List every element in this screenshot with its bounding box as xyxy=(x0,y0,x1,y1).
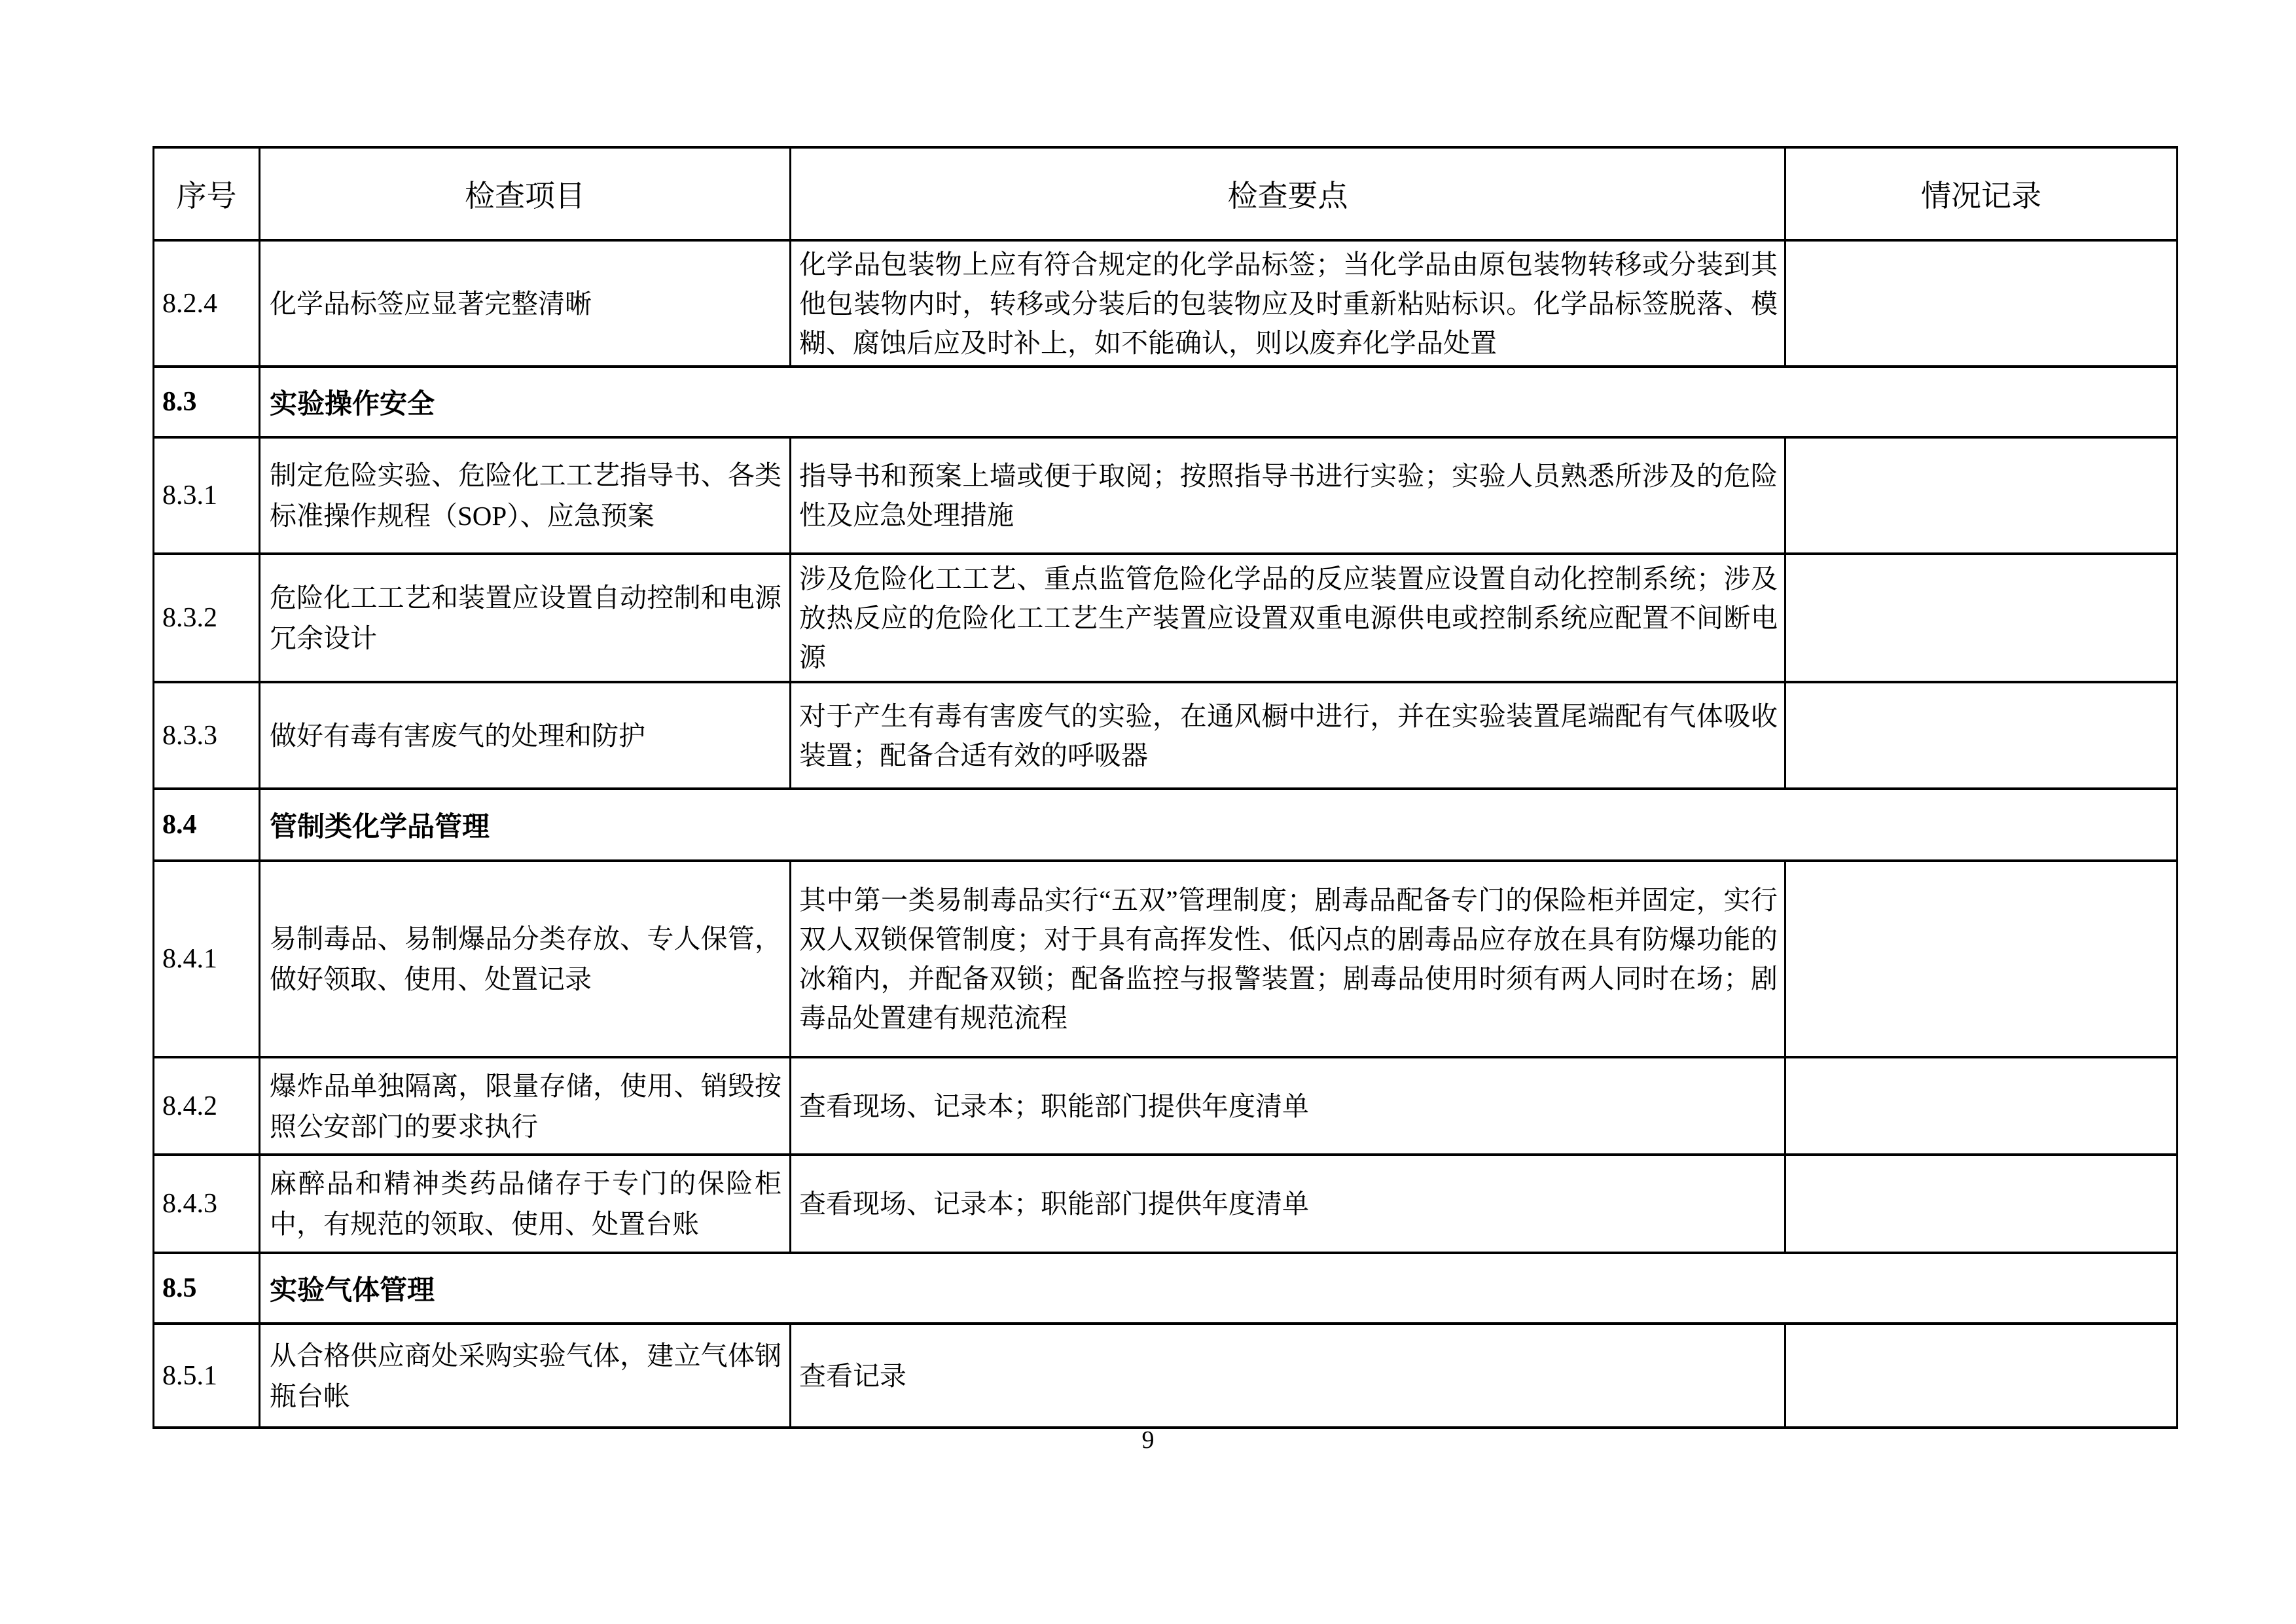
row-points: 查看现场、记录本；职能部门提供年度清单 xyxy=(791,1155,1785,1253)
row-points: 其中第一类易制毒品实行“五双”管理制度；剧毒品配备专门的保险柜并固定，实行双人双锁保管制度；对于具有高挥发性、低闪点的剧毒品应存放在具有防爆功能的冰箱内，并配备双锁；配备监控与报警装置；剧毒品使用时须有两人同时在场；剧毒品处置建有规范流程 xyxy=(791,861,1785,1057)
row-id: 8.2.4 xyxy=(154,240,260,367)
row-item: 制定危险实验、危险化工工艺指导书、各类标准操作规程（SOP）、应急预案 xyxy=(260,437,791,554)
row-id: 8.4.3 xyxy=(154,1155,260,1253)
section-id: 8.4 xyxy=(154,789,260,861)
row-points: 对于产生有毒有害废气的实验，在通风橱中进行，并在实验装置尾端配有气体吸收装置；配备合适有效的呼吸器 xyxy=(791,682,1785,789)
row-record xyxy=(1785,682,2178,789)
row-points: 查看现场、记录本；职能部门提供年度清单 xyxy=(791,1057,1785,1155)
section-row xyxy=(154,789,2178,861)
row-record xyxy=(1785,1324,2178,1428)
row-id: 8.3.3 xyxy=(154,682,260,789)
table-row xyxy=(154,437,2178,554)
section-title: 实验操作安全 xyxy=(260,367,2178,437)
row-item: 易制毒品、易制爆品分类存放、专人保管，做好领取、使用、处置记录 xyxy=(260,861,791,1057)
row-item: 化学品标签应显著完整清晰 xyxy=(260,240,791,367)
row-points: 指导书和预案上墙或便于取阅；按照指导书进行实验；实验人员熟悉所涉及的危险性及应急处理措施 xyxy=(791,437,1785,554)
row-points: 查看记录 xyxy=(791,1324,1785,1428)
row-id: 8.5.1 xyxy=(154,1324,260,1428)
section-title: 实验气体管理 xyxy=(260,1253,2178,1324)
row-id: 8.3.1 xyxy=(154,437,260,554)
table-row xyxy=(154,240,2178,367)
section-id: 8.3 xyxy=(154,367,260,437)
row-record xyxy=(1785,1155,2178,1253)
section-row xyxy=(154,1253,2178,1324)
row-item: 做好有毒有害废气的处理和防护 xyxy=(260,682,791,789)
section-row xyxy=(154,367,2178,437)
row-record xyxy=(1785,437,2178,554)
table-row xyxy=(154,1324,2178,1428)
section-id: 8.5 xyxy=(154,1253,260,1324)
header-cell-number: 序号 xyxy=(154,147,260,240)
table-row xyxy=(154,682,2178,789)
page-number: 9 xyxy=(1141,1426,1155,1454)
row-record xyxy=(1785,240,2178,367)
row-item: 从合格供应商处采购实验气体，建立气体钢瓶台帐 xyxy=(260,1324,791,1428)
row-record xyxy=(1785,554,2178,682)
row-points: 涉及危险化工工艺、重点监管危险化学品的反应装置应设置自动化控制系统；涉及放热反应的危险化工工艺生产装置应设置双重电源供电或控制系统应配置不间断电源 xyxy=(791,554,1785,682)
table-header-row xyxy=(154,147,2178,240)
row-record xyxy=(1785,861,2178,1057)
row-record xyxy=(1785,1057,2178,1155)
table-row xyxy=(154,1155,2178,1253)
inspection-checklist-table xyxy=(152,146,2178,1429)
table-row xyxy=(154,1057,2178,1155)
row-item: 爆炸品单独隔离，限量存储，使用、销毁按照公安部门的要求执行 xyxy=(260,1057,791,1155)
header-cell-record: 情况记录 xyxy=(1785,147,2178,240)
table-row xyxy=(154,554,2178,682)
section-title: 管制类化学品管理 xyxy=(260,789,2178,861)
header-cell-points: 检查要点 xyxy=(791,147,1785,240)
row-id: 8.4.1 xyxy=(154,861,260,1057)
row-item: 麻醉品和精神类药品储存于专门的保险柜中，有规范的领取、使用、处置台账 xyxy=(260,1155,791,1253)
table-row xyxy=(154,861,2178,1057)
row-id: 8.3.2 xyxy=(154,554,260,682)
row-points: 化学品包装物上应有符合规定的化学品标签；当化学品由原包装物转移或分装到其他包装物内时，转移或分装后的包装物应及时重新粘贴标识。化学品标签脱落、模糊、腐蚀后应及时补上，如不能确认，则以废弃化学品处置 xyxy=(791,240,1785,367)
header-cell-item: 检查项目 xyxy=(260,147,791,240)
row-id: 8.4.2 xyxy=(154,1057,260,1155)
row-item: 危险化工工艺和装置应设置自动控制和电源冗余设计 xyxy=(260,554,791,682)
